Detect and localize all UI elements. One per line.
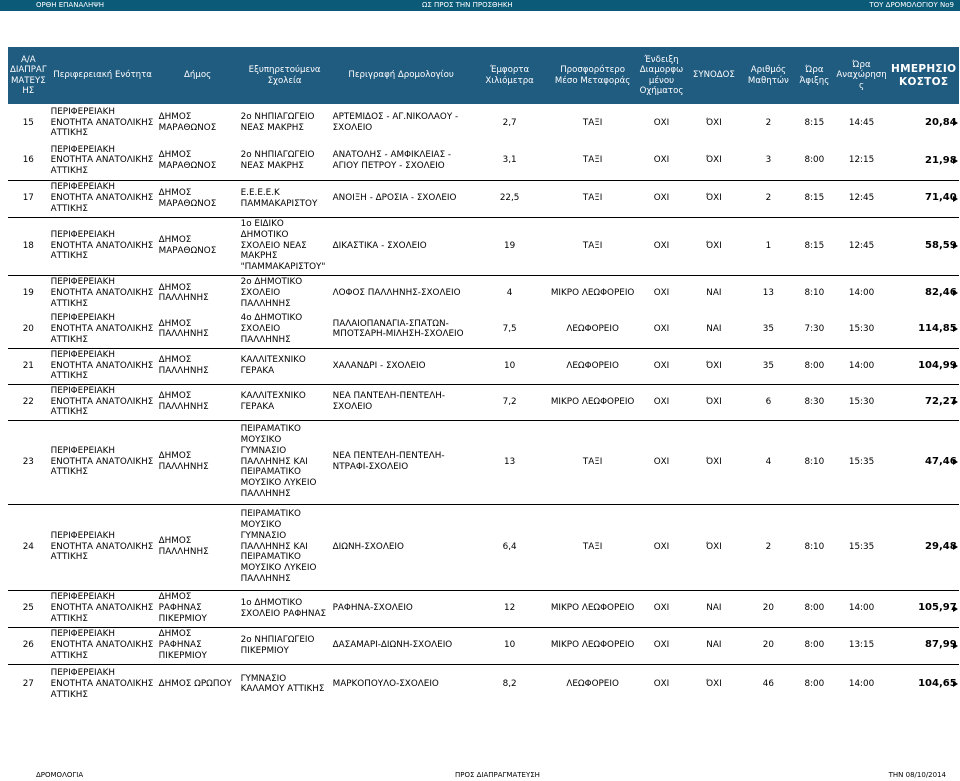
- departure-cell: 12:45: [834, 217, 888, 275]
- escort-cell: ΌΧΙ: [685, 384, 742, 420]
- arrival-cell: 8:00: [794, 348, 834, 384]
- region-cell: ΠΕΡΙΦΕΡΕΙΑΚΗ ΕΝΟΤΗΤΑ ΑΝΑΤΟΛΙΚΗΣ ΑΤΤΙΚΗΣ: [49, 180, 157, 217]
- students-cell: 2: [742, 504, 794, 590]
- km-cell: 4: [472, 275, 548, 311]
- municipality-cell: ΔΗΜΟΣ ΠΑΛΛΗΝΗΣ: [158, 318, 209, 340]
- route-cell: ΠΑΛΑΙΟΠΑΝΑΓΙΑ-ΣΠΑΤΩΝ-ΜΠΟΤΣΑΡΗ-ΜΙΛΗΣΗ-ΣΧΟΛΕΙΟ: [332, 318, 464, 340]
- cost-cell: 104,99: [889, 348, 959, 384]
- km-cell: 2,7: [502, 117, 517, 128]
- route-cell: ΛΟΦΟΣ ΠΑΛΛΗΝΗΣ-ΣΧΟΛΕΙΟ: [331, 275, 472, 311]
- row-number: 17: [8, 180, 49, 217]
- route-cell: ΔΑΣΑΜΑΡΙ-ΔΙΩΝΗ-ΣΧΟΛΕΙΟ: [331, 627, 472, 664]
- region-cell: ΠΕΡΙΦΕΡΕΙΑΚΗ ΕΝΟΤΗΤΑ ΑΝΑΤΟΛΙΚΗΣ ΑΤΤΙΚΗΣ: [49, 627, 157, 664]
- table-row: [8, 180, 959, 217]
- schools-cell: 4ο ΔΗΜΟΤΙΚΟ ΣΧΟΛΕΙΟ ΠΑΛΛΗΝΗΣ: [240, 313, 303, 345]
- table-row: [8, 420, 959, 504]
- cost-cell: 47,46: [889, 420, 959, 504]
- monitor-cell: ΟΧΙ: [638, 590, 686, 627]
- arrival-cell: 8:15: [804, 117, 825, 128]
- arrival-cell: 8:00: [794, 664, 834, 704]
- table-row: [8, 504, 959, 590]
- cost-cell: 20,84: [889, 104, 959, 142]
- region-cell: ΠΕΡΙΦΕΡΕΙΑΚΗ ΕΝΟΤΗΤΑ ΑΝΑΤΟΛΙΚΗΣ ΑΤΤΙΚΗΣ: [50, 313, 154, 345]
- departure-cell: 14:00: [834, 664, 888, 704]
- route-cell: ΧΑΛΑΝΔΡΙ - ΣΧΟΛΕΙΟ: [331, 348, 472, 384]
- escort-cell: ΝΑΙ: [685, 627, 742, 664]
- escort-cell: ΝΑΙ: [706, 323, 722, 334]
- km-cell: 6,4: [472, 504, 548, 590]
- km-cell: 3,1: [502, 155, 517, 166]
- footer-right: ΤΗΝ 08/10/2014: [888, 771, 946, 779]
- schools-cell: Ε.Ε.Ε.Ε.Κ ΠΑΜΜΑΚΑΡΙΣΤΟΥ: [239, 180, 331, 217]
- students-cell: 46: [742, 664, 794, 704]
- escort-cell: ΌΧΙ: [685, 420, 742, 504]
- students-cell: 35: [762, 323, 774, 334]
- km-cell: 22,5: [472, 180, 548, 217]
- route-cell: ΔΙΩΝΗ-ΣΧΟΛΕΙΟ: [331, 504, 472, 590]
- municipality-cell: ΔΗΜΟΣ ΠΑΛΛΗΝΗΣ: [157, 504, 239, 590]
- region-cell: ΠΕΡΙΦΕΡΕΙΑΚΗ ΕΝΟΤΗΤΑ ΑΝΑΤΟΛΙΚΗΣ ΑΤΤΙΚΗΣ: [49, 420, 157, 504]
- row-number: 24: [8, 504, 49, 590]
- departure-cell: 15:35: [834, 504, 888, 590]
- col-departure: Ώρα Αναχώρηση ς: [834, 47, 888, 104]
- footer-left: ΔΡΟΜΟΛΟΓΙΑ: [36, 771, 84, 779]
- students-cell: 20: [742, 627, 794, 664]
- km-cell: 10: [472, 348, 548, 384]
- monitor-cell: ΟΧΙ: [638, 664, 686, 704]
- top-banner-right: ΤΟΥ ΔΡΟΜΟΛΟΓΙΟΥ Νο9: [869, 1, 954, 9]
- schools-cell: 2ο ΝΗΠΙΑΓΩΓΕΙΟ ΝΕΑΣ ΜΑΚΡΗΣ: [240, 150, 315, 171]
- monitor-cell: ΟΧΙ: [638, 504, 686, 590]
- table-row: [8, 664, 959, 704]
- municipality-cell: ΔΗΜΟΣ ΜΑΡΑΘΩΝΟΣ: [158, 150, 217, 171]
- km-cell: 19: [472, 217, 548, 275]
- row-number: 21: [8, 348, 49, 384]
- km-cell: 12: [472, 590, 548, 627]
- municipality-cell: ΔΗΜΟΣ ΜΑΡΑΘΩΝΟΣ: [158, 112, 217, 133]
- table-row: [8, 104, 959, 142]
- km-cell: 8,2: [472, 664, 548, 704]
- region-cell: ΠΕΡΙΦΕΡΕΙΑΚΗ ΕΝΟΤΗΤΑ ΑΝΑΤΟΛΙΚΗΣ ΑΤΤΙΚΗΣ: [50, 106, 154, 139]
- col-vehicle: Προσφορότερο Μέσο Μεταφοράς: [548, 47, 638, 104]
- cost-cell: 87,99: [889, 627, 959, 664]
- cost-cell: 72,27: [889, 384, 959, 420]
- arrival-cell: 8:00: [794, 627, 834, 664]
- route-cell: ΑΡΤΕΜΙΔΟΣ - ΑΓ.ΝΙΚΟΛΑΟΥ - ΣΧΟΛΕΙΟ: [332, 112, 459, 133]
- cost-cell: 114,85: [889, 311, 959, 348]
- km-cell: 7,2: [472, 384, 548, 420]
- table-row: [8, 590, 959, 627]
- escort-cell: ΝΑΙ: [685, 590, 742, 627]
- vehicle-cell: ΤΑΞΙ: [582, 155, 603, 166]
- departure-cell: 15:30: [848, 323, 875, 334]
- routes-table: [8, 47, 959, 704]
- monitor-cell: ΟΧΙ: [638, 420, 686, 504]
- escort-cell: ΌΧΙ: [685, 180, 742, 217]
- arrival-cell: 8:15: [794, 217, 834, 275]
- table-row: [8, 627, 959, 664]
- vehicle-cell: ΜΙΚΡΟ ΛΕΩΦΟΡΕΙΟ: [548, 384, 638, 420]
- vehicle-cell: ΜΙΚΡΟ ΛΕΩΦΟΡΕΙΟ: [548, 627, 638, 664]
- departure-cell: 14:45: [848, 117, 875, 128]
- row-number: 20: [22, 323, 34, 334]
- monitor-cell: ΟΧΙ: [653, 117, 670, 128]
- arrival-cell: 8:10: [794, 420, 834, 504]
- departure-cell: 15:35: [834, 420, 888, 504]
- schools-cell: 1ο ΕΙΔΙΚΟ ΔΗΜΟΤΙΚΟ ΣΧΟΛΕΙΟ ΝΕΑΣ ΜΑΚΡΗΣ "ΠΑΜΜΑΚΑΡΙΣΤΟΥ": [239, 217, 331, 275]
- schools-cell: ΚΑΛΛΙΤΕΧΝΙΚΟ ΓΕΡΑΚΑ: [239, 384, 331, 420]
- arrival-cell: 8:10: [794, 504, 834, 590]
- region-cell: ΠΕΡΙΦΕΡΕΙΑΚΗ ΕΝΟΤΗΤΑ ΑΝΑΤΟΛΙΚΗΣ ΑΤΤΙΚΗΣ: [49, 217, 157, 275]
- students-cell: 4: [742, 420, 794, 504]
- region-cell: ΠΕΡΙΦΕΡΕΙΑΚΗ ΕΝΟΤΗΤΑ ΑΝΑΤΟΛΙΚΗΣ ΑΤΤΙΚΗΣ: [49, 590, 157, 627]
- cost-cell: 29,48: [889, 504, 959, 590]
- region-cell: ΠΕΡΙΦΕΡΕΙΑΚΗ ΕΝΟΤΗΤΑ ΑΝΑΤΟΛΙΚΗΣ ΑΤΤΙΚΗΣ: [49, 504, 157, 590]
- monitor-cell: ΟΧΙ: [638, 217, 686, 275]
- km-cell: 10: [472, 627, 548, 664]
- schools-cell: ΠΕΙΡΑΜΑΤΙΚΟ ΜΟΥΣΙΚΟ ΓΥΜΝΑΣΙΟ ΠΑΛΛΗΝΗΣ ΚΑΙ ΠΕΙΡΑΜΑΤΙΚΟ ΜΟΥΣΙΚΟ ΛΥΚΕΙΟ ΠΑΛΛΗΝΗΣ: [239, 420, 331, 504]
- departure-cell: 14:00: [834, 590, 888, 627]
- arrival-cell: 7:30: [804, 323, 825, 334]
- col-aa: Α/Α ΔΙΑΠΡΑΓ ΜΑΤΕΥΣ ΗΣ: [8, 47, 49, 104]
- col-km: Έμφορτα Χιλιόμετρα: [472, 47, 548, 104]
- monitor-cell: ΟΧΙ: [638, 180, 686, 217]
- municipality-cell: ΔΗΜΟΣ ΠΑΛΛΗΝΗΣ: [157, 384, 239, 420]
- escort-cell: ΌΧΙ: [706, 117, 722, 128]
- cost-cell: 104,65: [889, 664, 959, 704]
- municipality-cell: ΔΗΜΟΣ ΠΑΛΛΗΝΗΣ: [157, 420, 239, 504]
- municipality-cell: ΔΗΜΟΣ ΜΑΡΑΘΩΝΟΣ: [157, 217, 239, 275]
- schools-cell: ΓΥΜΝΑΣΙΟ ΚΑΛΑΜΟΥ ΑΤΤΙΚΗΣ: [239, 664, 331, 704]
- region-cell: ΠΕΡΙΦΕΡΕΙΑΚΗ ΕΝΟΤΗΤΑ ΑΝΑΤΟΛΙΚΗΣ ΑΤΤΙΚΗΣ: [49, 664, 157, 704]
- municipality-cell: ΔΗΜΟΣ ΡΑΦΗΝΑΣ ΠΙΚΕΡΜΙΟΥ: [157, 627, 239, 664]
- km-cell: 13: [472, 420, 548, 504]
- monitor-cell: ΟΧΙ: [638, 627, 686, 664]
- arrival-cell: 8:10: [794, 275, 834, 311]
- students-cell: 1: [742, 217, 794, 275]
- students-cell: 35: [742, 348, 794, 384]
- monitor-cell: ΟΧΙ: [638, 384, 686, 420]
- row-number: 15: [22, 117, 34, 128]
- departure-cell: 14:00: [834, 348, 888, 384]
- students-cell: 3: [765, 155, 772, 166]
- municipality-cell: ΔΗΜΟΣ ΩΡΩΠΟΥ: [157, 664, 239, 704]
- students-cell: 2: [765, 117, 772, 128]
- row-number: 27: [8, 664, 49, 704]
- students-cell: 13: [742, 275, 794, 311]
- vehicle-cell: ΤΑΞΙ: [582, 117, 603, 128]
- municipality-cell: ΔΗΜΟΣ ΜΑΡΑΘΩΝΟΣ: [157, 180, 239, 217]
- col-monitor: Ένδειξη Διαμορφω μένου Οχήματος: [638, 47, 686, 104]
- route-cell: ΑΝΟΙΞΗ - ΔΡΟΣΙΑ - ΣΧΟΛΕΙΟ: [331, 180, 472, 217]
- monitor-cell: ΟΧΙ: [638, 348, 686, 384]
- students-cell: 2: [742, 180, 794, 217]
- schools-cell: 1ο ΔΗΜΟΤΙΚΟ ΣΧΟΛΕΙΟ ΡΑΦΗΝΑΣ: [239, 590, 331, 627]
- vehicle-cell: ΛΕΩΦΟΡΕΙΟ: [548, 348, 638, 384]
- escort-cell: ΌΧΙ: [685, 217, 742, 275]
- escort-cell: ΝΑΙ: [685, 275, 742, 311]
- table-row: [8, 217, 959, 275]
- escort-cell: ΌΧΙ: [685, 504, 742, 590]
- arrival-cell: 8:15: [794, 180, 834, 217]
- route-cell: ΡΑΦΗΝΑ-ΣΧΟΛΕΙΟ: [331, 590, 472, 627]
- table-row: [8, 384, 959, 420]
- km-cell: 7,5: [502, 323, 517, 334]
- region-cell: ΠΕΡΙΦΕΡΕΙΑΚΗ ΕΝΟΤΗΤΑ ΑΝΑΤΟΛΙΚΗΣ ΑΤΤΙΚΗΣ: [50, 144, 154, 177]
- departure-cell: 12:15: [848, 155, 875, 166]
- vehicle-cell: ΤΑΞΙ: [548, 504, 638, 590]
- vehicle-cell: ΛΕΩΦΟΡΕΙΟ: [548, 664, 638, 704]
- schools-cell: 2ο ΝΗΠΙΑΓΩΓΕΙΟ ΝΕΑΣ ΜΑΚΡΗΣ: [240, 112, 315, 133]
- col-schools: Εξυπηρετούμενα Σχολεία: [239, 47, 331, 104]
- row-number: 16: [22, 155, 34, 166]
- row-number: 23: [8, 420, 49, 504]
- region-cell: ΠΕΡΙΦΕΡΕΙΑΚΗ ΕΝΟΤΗΤΑ ΑΝΑΤΟΛΙΚΗΣ ΑΤΤΙΚΗΣ: [49, 384, 157, 420]
- col-escort: ΣΥΝΟΔΟΣ: [685, 47, 742, 104]
- vehicle-cell: ΛΕΩΦΟΡΕΙΟ: [566, 323, 619, 334]
- municipality-cell: ΔΗΜΟΣ ΠΑΛΛΗΝΗΣ: [157, 348, 239, 384]
- departure-cell: 13:15: [834, 627, 888, 664]
- departure-cell: 14:00: [834, 275, 888, 311]
- col-route: Περιγραφή Δρομολογίου: [331, 47, 472, 104]
- col-students: Αριθμός Μαθητών: [742, 47, 794, 104]
- schools-cell: ΚΑΛΛΙΤΕΧΝΙΚΟ ΓΕΡΑΚΑ: [239, 348, 331, 384]
- escort-cell: ΌΧΙ: [685, 348, 742, 384]
- route-cell: ΜΑΡΚΟΠΟΥΛΟ-ΣΧΟΛΕΙΟ: [331, 664, 472, 704]
- table-row: [8, 142, 959, 180]
- departure-cell: 15:30: [834, 384, 888, 420]
- top-banner: [0, 0, 960, 11]
- col-region: Περιφερειακή Ενότητα: [49, 47, 157, 104]
- table-body: [8, 104, 959, 704]
- monitor-cell: ΟΧΙ: [653, 155, 670, 166]
- cost-cell: 21,98: [889, 142, 959, 180]
- municipality-cell: ΔΗΜΟΣ ΠΑΛΛΗΝΗΣ: [157, 275, 239, 311]
- table-row: [8, 275, 959, 311]
- vehicle-cell: ΜΙΚΡΟ ΛΕΩΦΟΡΕΙΟ: [548, 590, 638, 627]
- row-number: 25: [8, 590, 49, 627]
- region-cell: ΠΕΡΙΦΕΡΕΙΑΚΗ ΕΝΟΤΗΤΑ ΑΝΑΤΟΛΙΚΗΣ ΑΤΤΙΚΗΣ: [49, 275, 157, 311]
- route-cell: ΝΕΑ ΠΑΝΤΕΛΗ-ΠΕΝΤΕΛΗ-ΣΧΟΛΕΙΟ: [331, 384, 472, 420]
- monitor-cell: ΟΧΙ: [638, 275, 686, 311]
- col-cost: ΗΜΕΡΗΣΙΟ ΚΟΣΤΟΣ: [889, 47, 959, 104]
- header-row: [8, 47, 959, 104]
- cost-cell: 105,97: [889, 590, 959, 627]
- table-row: [8, 348, 959, 384]
- vehicle-cell: ΜΙΚΡΟ ΛΕΩΦΟΡΕΙΟ: [548, 275, 638, 311]
- top-banner-left: ΟΡΘΗ ΕΠΑΝΑΛΗΨΗ: [36, 1, 105, 9]
- row-number: 19: [8, 275, 49, 311]
- arrival-cell: 8:00: [804, 155, 825, 166]
- table-row: [8, 311, 959, 348]
- col-arrival: Ώρα Άφιξης: [794, 47, 834, 104]
- route-cell: ΝΕΑ ΠΕΝΤΕΛΗ-ΠΕΝΤΕΛΗ-ΝΤΡΑΦΙ-ΣΧΟΛΕΙΟ: [331, 420, 472, 504]
- students-cell: 20: [742, 590, 794, 627]
- col-municipality: Δήμος: [157, 47, 239, 104]
- departure-cell: 12:45: [834, 180, 888, 217]
- escort-cell: ΌΧΙ: [706, 155, 722, 166]
- cost-cell: 58,59: [889, 217, 959, 275]
- students-cell: 6: [742, 384, 794, 420]
- cost-cell: 82,46: [889, 275, 959, 311]
- footer-banner: [0, 770, 960, 781]
- footer-center: ΠΡΟΣ ΔΙΑΠΡΑΓΜΑΤΕΥΣΗ: [455, 771, 540, 779]
- route-cell: ΑΝΑΤΟΛΗΣ - ΑΜΦΙΚΛΕΙΑΣ - ΑΓΙΟΥ ΠΕΤΡΟΥ - ΣΧΟΛΕΙΟ: [332, 150, 452, 171]
- arrival-cell: 8:00: [794, 590, 834, 627]
- schools-cell: ΠΕΙΡΑΜΑΤΙΚΟ ΜΟΥΣΙΚΟ ΓΥΜΝΑΣΙΟ ΠΑΛΛΗΝΗΣ ΚΑΙ ΠΕΙΡΑΜΑΤΙΚΟ ΜΟΥΣΙΚΟ ΛΥΚΕΙΟ ΠΑΛΛΗΝΗΣ: [239, 504, 331, 590]
- arrival-cell: 8:30: [794, 384, 834, 420]
- vehicle-cell: ΤΑΞΙ: [548, 420, 638, 504]
- escort-cell: ΌΧΙ: [685, 664, 742, 704]
- cost-cell: 71,40: [889, 180, 959, 217]
- schools-cell: 2ο ΝΗΠΙΑΓΩΓΕΙΟ ΠΙΚΕΡΜΙΟΥ: [239, 627, 331, 664]
- row-number: 18: [8, 217, 49, 275]
- vehicle-cell: ΤΑΞΙ: [548, 217, 638, 275]
- row-number: 22: [8, 384, 49, 420]
- municipality-cell: ΔΗΜΟΣ ΡΑΦΗΝΑΣ ΠΙΚΕΡΜΙΟΥ: [157, 590, 239, 627]
- row-number: 26: [8, 627, 49, 664]
- region-cell: ΠΕΡΙΦΕΡΕΙΑΚΗ ΕΝΟΤΗΤΑ ΑΝΑΤΟΛΙΚΗΣ ΑΤΤΙΚΗΣ: [49, 348, 157, 384]
- monitor-cell: ΟΧΙ: [653, 323, 670, 334]
- top-banner-center: ΩΣ ΠΡΟΣ ΤΗΝ ΠΡΟΣΘΗΚΗ: [422, 1, 513, 9]
- route-cell: ΔΙΚΑΣΤΙΚΑ - ΣΧΟΛΕΙΟ: [331, 217, 472, 275]
- schools-cell: 2ο ΔΗΜΟΤΙΚΟ ΣΧΟΛΕΙΟ ΠΑΛΛΗΝΗΣ: [239, 275, 331, 311]
- vehicle-cell: ΤΑΞΙ: [548, 180, 638, 217]
